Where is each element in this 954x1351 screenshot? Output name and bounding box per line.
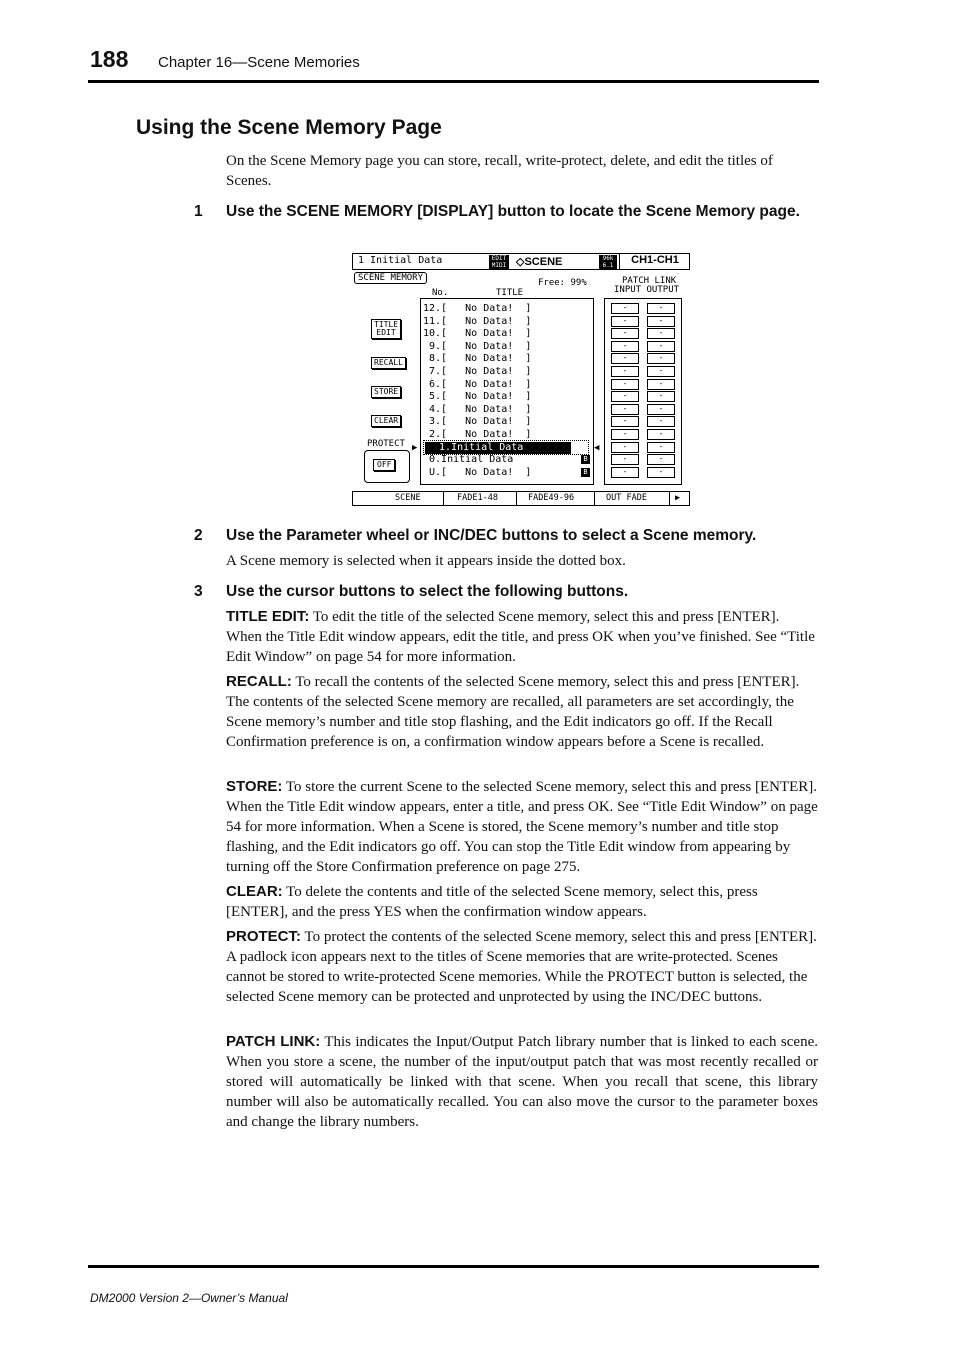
definition-clear (226, 882, 818, 922)
patch-output-box[interactable]: - (647, 303, 675, 314)
patch-output-box[interactable]: - (647, 404, 675, 415)
col-title: TITLE (496, 288, 524, 298)
tab-fade1-48[interactable]: FADE1-48 (457, 493, 498, 503)
patch-output-box[interactable]: - (647, 353, 675, 364)
definition-text: To edit the title of the selected Scene memory, select this and press [ENTER]. When the Title Edit window appears, edit the title, and press OK when you’ve finished. See “Title Edit Window” on page 54 for more information. (226, 609, 815, 665)
patch-link-label (614, 277, 679, 295)
scene-row-text: 7.[ No Data! ] (423, 366, 532, 377)
scene-row-text: 10.[ No Data! ] (423, 328, 532, 340)
scene-row[interactable] (421, 429, 593, 441)
scene-row-text: 0.Initial Data (423, 454, 514, 466)
scene-row[interactable] (421, 303, 593, 315)
scene-row[interactable] (421, 454, 593, 466)
edit-midi-indicator (489, 255, 509, 269)
term: CLEAR: (226, 883, 283, 900)
page-number: 188 (90, 46, 129, 72)
scene-row[interactable] (421, 366, 593, 378)
section-heading: Using the Scene Memory Page (136, 116, 442, 139)
patch-output-box[interactable]: - (647, 341, 675, 352)
scene-row[interactable] (421, 416, 593, 428)
patch-link-title: PATCH LINK (622, 276, 677, 286)
definition-patch-link (226, 1032, 818, 1132)
intro-paragraph: On the Scene Memory page you can store, recall, write-protect, delete, and edit the titles of Scenes. (226, 153, 773, 189)
patch-input-box[interactable]: - (611, 316, 639, 327)
scene-row-text: 9.[ No Data! ] (423, 340, 532, 352)
scene-row[interactable] (421, 341, 593, 353)
patch-output-box[interactable]: - (647, 391, 675, 402)
store-button[interactable]: STORE (371, 386, 401, 398)
patch-output-box[interactable]: - (647, 416, 675, 427)
scene-row[interactable] (421, 353, 593, 365)
recall-button[interactable]: RECALL (371, 357, 406, 369)
patch-input-box[interactable]: - (611, 353, 639, 364)
patch-input-box[interactable]: - (611, 341, 639, 352)
scene-row-text: 11.[ No Data! ] (423, 315, 532, 327)
scene-row-text: U.[ No Data! ] (423, 466, 532, 478)
scene-row-text: 5.[ No Data! ] (423, 391, 532, 403)
scene-row-text: 6.[ No Data! ] (423, 378, 532, 390)
patch-input-box[interactable]: - (611, 454, 639, 465)
patch-input-box[interactable]: - (611, 391, 639, 402)
header-rule (88, 80, 819, 83)
scene-row-text: 12.[ No Data! ] (423, 303, 532, 314)
patch-output-box[interactable]: - (647, 328, 675, 339)
patch-col-output: OUTPUT (646, 285, 680, 295)
footer-rule (88, 1265, 819, 1268)
lcd-free-memory: Free: 99% (538, 278, 587, 288)
step-number: 1 (194, 203, 203, 220)
lcd-scene-label: ◇SCENE (516, 256, 563, 268)
sample-rate: 96k (602, 255, 614, 262)
scene-memory-lcd (352, 253, 690, 506)
step-number: 2 (194, 527, 203, 544)
term: RECALL: (226, 673, 292, 690)
patch-input-box[interactable]: - (611, 328, 639, 339)
footer-text: DM2000 Version 2—Owner’s Manual (90, 1291, 288, 1305)
edit-indicator: EDIT (491, 255, 507, 262)
step-2-note: A Scene memory is selected when it appears inside the dotted box. (226, 553, 626, 569)
title-edit-label-2: EDIT (376, 328, 396, 337)
step-1 (194, 201, 818, 243)
step-text: Use the cursor buttons to select the following buttons. (226, 583, 629, 600)
clear-button[interactable]: CLEAR (371, 415, 401, 427)
term: PROTECT: (226, 928, 301, 945)
patch-input-box[interactable]: - (611, 303, 639, 314)
scene-row-text: 1.Initial Data (427, 441, 530, 453)
col-no: No. (432, 288, 449, 298)
patch-input-box[interactable]: - (611, 467, 639, 478)
left-pointer-icon: ▶ (412, 443, 418, 453)
scene-row[interactable] (421, 379, 593, 391)
tab-next-icon[interactable]: ▶ (675, 493, 681, 503)
protect-box (364, 450, 410, 483)
patch-output-box[interactable]: - (647, 316, 675, 327)
step-text: Use the SCENE MEMORY [DISPLAY] button to locate the Scene Memory page. (226, 203, 800, 220)
term: STORE: (226, 778, 283, 795)
scene-row[interactable] (421, 467, 593, 479)
scene-row-text: 3.[ No Data! ] (423, 416, 532, 428)
patch-output-box[interactable]: - (647, 429, 675, 440)
patch-link-cols (614, 286, 679, 295)
term: PATCH LINK: (226, 1033, 321, 1050)
patch-input-box[interactable]: - (611, 379, 639, 390)
lcd-current-scene: 1 Initial Data (358, 255, 443, 266)
midi-indicator: MIDI (491, 262, 507, 269)
scene-row[interactable] (425, 442, 571, 454)
scene-row-text: 4.[ No Data! ] (423, 403, 532, 415)
title-edit-label-1: TITLE (374, 320, 399, 329)
patch-link-panel (604, 298, 682, 485)
step-3 (194, 581, 818, 603)
protect-label: PROTECT (367, 439, 405, 449)
term: TITLE EDIT: (226, 608, 310, 625)
protect-off-button[interactable]: OFF (373, 459, 395, 471)
definition-recall (226, 672, 818, 752)
scene-list[interactable] (420, 298, 594, 485)
padlock-icon: B (581, 455, 590, 464)
definition-text: To protect the contents of the selected Scene memory, select this and press [ENTER]. A padlock icon appears next to the titles of Scene memories that are write-protected. Scenes cannot be stored to write-protected Scene memories. While the PROTECT button is selected, the selected Scene memory can be protected and unprotected by using the INC/DEC buttons. (226, 929, 817, 1005)
padlock-icon: B (581, 468, 590, 477)
patch-input-box[interactable]: - (611, 416, 639, 427)
patch-output-box[interactable]: - (647, 442, 675, 453)
step-number: 3 (194, 583, 203, 600)
patch-output-box[interactable]: - (647, 366, 675, 377)
lcd-top-bar (352, 253, 690, 270)
lcd-page-tab: SCENE MEMORY (354, 272, 427, 284)
step-2 (194, 525, 818, 547)
scene-row[interactable] (421, 404, 593, 416)
definition-text: This indicates the Input/Output Patch library number that is linked to each scene. When you store a scene, the number of the input/output patch that was most recently recalled or stored will automatically be linked with that scene. When you recall that scene, this library number will also be automatically recalled. You can also move the cursor to the parameter boxes and change the library numbers. (226, 1034, 818, 1130)
patch-input-box[interactable]: - (611, 442, 639, 453)
definition-text: To store the current Scene to the selected Scene memory, select this and press [ENTER]. When the Title Edit window appears, enter a title, and press OK. See “Title Edit Window” on page 54 for more information. When a Scene is stored, the Scene memory’s number and title stop flashing, and the Edit indicators go off. You can stop the Title Edit window from appearing by turning off the Store Confirmation preference on page 275. (226, 779, 818, 875)
patch-output-box[interactable]: - (647, 467, 675, 478)
tab-out-fade[interactable]: OUT FADE (606, 493, 647, 503)
patch-col-input: INPUT (614, 285, 642, 295)
chapter-title: Chapter 16—Scene Memories (158, 54, 360, 71)
definition-text: To delete the contents and title of the selected Scene memory, select this, press [ENTER], and the press YES when the confirmation window appears. (226, 884, 758, 920)
step-text: Use the Parameter wheel or INC/DEC buttons to select a Scene memory. (226, 527, 757, 544)
tab-fade49-96[interactable]: FADE49-96 (528, 493, 575, 503)
lcd-tab-bar (352, 491, 690, 506)
patch-output-box[interactable]: - (647, 379, 675, 390)
definition-protect (226, 927, 818, 1007)
definition-store (226, 777, 818, 877)
scene-row[interactable] (421, 316, 593, 328)
patch-input-box[interactable]: - (611, 366, 639, 377)
patch-input-box[interactable]: - (611, 404, 639, 415)
scene-row-text: 2.[ No Data! ] (423, 429, 532, 440)
definition-text: To recall the contents of the selected Scene memory, select this and press [ENTER]. The contents of the selected Scene memory are recalled, all parameters are set accordingly, the Scene memory’s number and title stop flashing, and the Edit indicators go off. If the Recall Confirmation preference is on, a confirmation window appears before a Scene is recalled. (226, 674, 800, 750)
surround-mode: 6.1 (602, 262, 614, 269)
tab-scene[interactable]: SCENE (395, 493, 421, 503)
scene-row[interactable] (421, 328, 593, 340)
patch-output-box[interactable]: - (647, 454, 675, 465)
patch-input-box[interactable]: - (611, 429, 639, 440)
definition-title-edit (226, 607, 818, 667)
right-pointer-icon: ◀ (594, 443, 600, 453)
title-edit-button[interactable] (371, 319, 401, 339)
lcd-channel: CH1-CH1 (619, 254, 690, 269)
scene-row-text: 8.[ No Data! ] (423, 353, 532, 365)
scene-row[interactable] (421, 391, 593, 403)
sample-rate-indicator (599, 255, 617, 269)
